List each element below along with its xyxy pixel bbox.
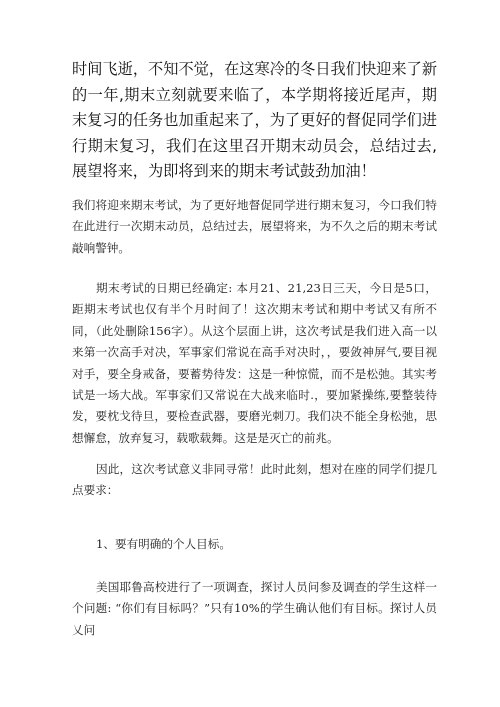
lead-paragraph: 时间飞逝，不知不觉，在这寒冷的冬日我们快迎来了新的一年,期末立刻就要来临了，本学期将接近尾声，期末复习的任务也加重起来了，为了更好的督促同学们进行期末复习，我们在这里召开期末动员会，总结过去,展望将来，为即将到来的期末考试鼓劲加油！: [72, 60, 437, 181]
body-paragraph: 期末考试的日期已经确定: 本月21、21,23日三天，今日是5口，距期末考试也仅有半个月时间了！这次期末考试和期中考试又有所不同，（此处删除156字）。从这个层面上讲，这次考试是我们进入高一以来第一次高手对决，军事家们常说在高手对决时，，要敛神屏气,要目视对手，要全身戒备，要蓄势待发：这是一种惊慌，而不是松弛。其实考试是一场大战。军事家们又常说在大战来临时.，要加紧操练,要整装待发，要枕戈待旦，要检查武器，要磨光刺刀。我们决不能全身松弛，思想懈怠，放弃复习，载歌载舞。这是是灭亡的前兆。: [72, 281, 437, 445]
body-paragraph: 美国耶鲁高校进行了一项调查，探讨人员问参及调查的学生这样一个问题: “你们有目标吗？”只有10%的学生确认他们有目标。探讨人员乂问: [72, 580, 437, 637]
body-paragraph: 我们将迎来期末考试，为了更好地督促同学进行期末复习，今口我们特在此进行一次期末动员，总结过去，展望将来，为不久之后的期末考试敲响警钟。: [72, 198, 437, 255]
body-paragraph: 因此，这次考试意义非同寻常！此时此刻，想对在座的同学们提几点要求：: [72, 462, 437, 498]
list-item-heading: 1、要有明确的个人目标。: [96, 537, 231, 551]
